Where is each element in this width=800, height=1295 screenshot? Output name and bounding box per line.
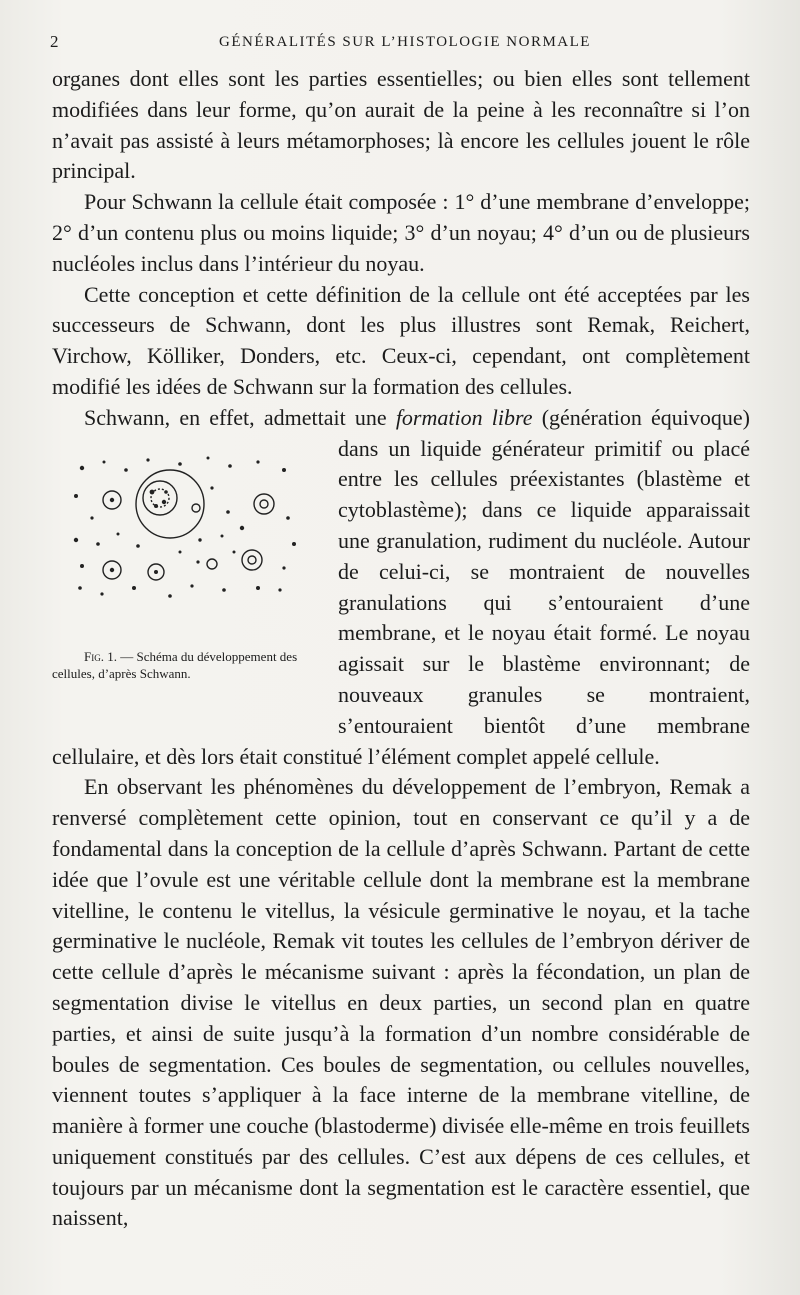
paragraph-4-rest: (génération équivoque) dans un liquide générateur primitif ou placé entre les cellules préexistantes (blastème et cytoblastème); dans ce liquide apparaissait une granulation, rudiment du nucléole. Autour de celui-ci, se montraient de nouvelles granulations qui s’entouraient d’une membrane, et le noyau était formé. Le noyau agissait sur le blastème environnant; de nouveaux granules se montraient, s’entouraient bientôt d’une membrane cellulaire, et dès lors était constitué l’élément complet appelé cellule.	[52, 404, 751, 769]
paragraph-1: organes dont elles sont les parties essentielles; ou bien elles sont tellement modifiées dans leur forme, qu’on aurait de la peine à les reconnaître si l’on n’avait pas assisté à leurs métamorphoses; là encore les cellules jouent le rôle principal.	[52, 66, 750, 184]
running-head: GÉNÉRALITÉS SUR L’HISTOLOGIE NORMALE	[219, 34, 591, 50]
page-number: 2	[50, 32, 60, 51]
figure-label: Fig. 1.	[84, 648, 117, 664]
paragraph-5: En observant les phénomènes du développement de l’embryon, Remak a renversé complètement cette opinion, tout en conservant ce qu’il y a de fondamental dans la conception de la cellule d’après Schwann. Partant de cette idée que l’ovule est une véritable cellule dont la membrane est la membrane vitelline, le contenu le vitellus, la vésicule germinative le noyau, et la tache germinative le nucléole, Remak vit toutes les cellules de l’embryon dériver de cette cellule d’après le mécanisme suivant : après la fécondation, un plan de segmentation divise le vitellus en deux parties, un second plan en quatre parties, et ainsi de suite jusqu’à la formation d’un nombre considérable de boules de segmentation. Ces boules de segmentation, ou cellules nouvelles, viennent toutes s’appliquer à la face interne de la membrane vitelline, de manière à former une couche (blastoderme) divisée elle-même en trois feuillets uniquement constitués par des cellules. C’est aux dépens de ces cellules, et toujours par un mécanisme dont la segmentation est le caractère essentiel, que naissent,	[52, 774, 750, 1231]
paragraph-4	[52, 403, 750, 773]
page-header	[50, 30, 760, 56]
cell-development-illustration	[52, 448, 314, 608]
figure-caption-text: — Schéma du développement des cellules, d’après Schwann.	[52, 648, 298, 681]
paragraph-2: Pour Schwann la cellule était composée : 1° d’une membrane d’enveloppe; 2° d’un contenu plus ou moins liquide; 3° d’un noyau; 4° d’un ou de plusieurs nucléoles inclus dans l’intérieur du noyau.	[52, 189, 750, 276]
paragraph-4-start: Schwann, en effet, admettait une	[84, 404, 396, 430]
figure-caption	[52, 648, 314, 682]
paragraph-3: Cette conception et cette définition de la cellule ont été acceptées par les successeurs de Schwann, dont les plus illustres sont Remak, Reichert, Virchow, Kölliker, Donders, etc. Ceux-ci, cependant, ont complètement modifié les idées de Schwann sur la formation des cellules.	[52, 281, 750, 399]
figure-1	[52, 434, 320, 720]
body-text	[52, 64, 750, 1234]
emphasis-formation-libre: formation libre	[395, 404, 533, 430]
